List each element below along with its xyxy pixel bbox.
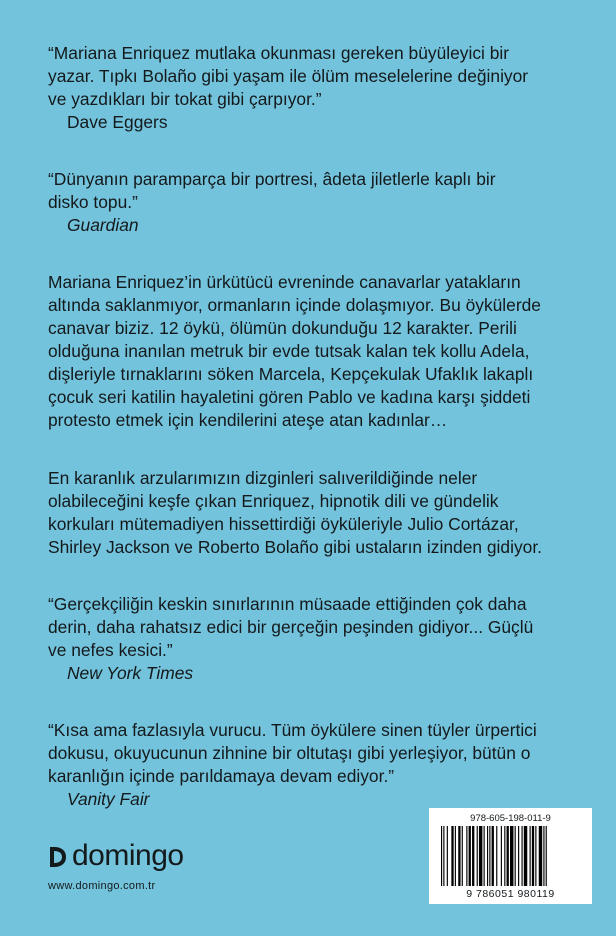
quote-line: disko topu.”	[48, 192, 138, 212]
barcode-bar	[539, 826, 542, 886]
barcode-bar	[515, 826, 516, 886]
barcode-bar	[504, 826, 505, 886]
quote-line: “Gerçekçiliğin keskin sınırlarının müsaade ettiğinden çok daha	[48, 594, 527, 614]
paragraph-line: Shirley Jackson ve Roberto Bolaño gibi ustaların izinden gidiyor.	[48, 537, 542, 557]
barcode-bar	[532, 826, 534, 886]
barcode-bar	[441, 826, 442, 886]
quote-attribution: Vanity Fair	[67, 789, 150, 809]
quote-guardian	[48, 168, 596, 237]
quote-line: derin, daha rahatsız edici bir gerçeğin peşinden gidiyor... Güçlü	[48, 617, 534, 637]
quote-attribution: Guardian	[67, 215, 139, 235]
isbn-label: 978-605-198-011-9	[470, 813, 551, 824]
barcode-bar	[451, 826, 453, 886]
barcode-bar	[492, 826, 494, 886]
quote-eggers	[48, 42, 596, 134]
cover-text	[48, 42, 596, 845]
publisher-logo	[48, 838, 208, 874]
paragraph-line: Mariana Enriquez’in ürkütücü evreninde canavarlar yatakların	[48, 272, 521, 292]
barcode-bar	[501, 826, 502, 886]
quote-line: “Dünyanın paramparça bir portresi, âdeta jiletlerle kaplı bir	[48, 169, 496, 189]
barcode-bar	[469, 826, 471, 886]
quote-attribution: New York Times	[67, 663, 194, 683]
barcode-bar	[524, 826, 527, 886]
publisher-block	[48, 838, 208, 898]
barcode-bar	[462, 826, 463, 886]
paragraph-line: olabileceğini keşfe çıkan Enriquez, hipnotik dili ve gündelik	[48, 491, 499, 511]
barcode-bar	[447, 826, 448, 886]
barcode-bar	[496, 826, 497, 886]
quote-line: yazar. Tıpkı Bolaño gibi yaşam ile ölüm meselelerine değiniyor	[48, 66, 529, 86]
paragraph-line: olduğuna inanılan metruk bir evde tutsak kalan tek kollu Adela,	[48, 341, 530, 361]
barcode-bar	[458, 826, 460, 886]
barcode-bar	[484, 826, 485, 886]
quote-attribution: Dave Eggers	[67, 112, 168, 132]
quote-vanity-fair	[48, 719, 596, 811]
barcode-bar	[522, 826, 523, 886]
domingo-logo-icon	[48, 845, 68, 869]
barcode-bar	[546, 826, 547, 886]
description-paragraph-2	[48, 467, 596, 559]
barcode-digits: 9 786051 980119	[466, 888, 555, 900]
barcode-bar	[477, 826, 478, 886]
paragraph-line: canavar biziz. 12 öykü, ölümün dokunduğu 12 karakter. Perili	[48, 318, 517, 338]
quote-line: ve yazdıkları bir tokat gibi çarpıyor.”	[48, 89, 322, 109]
barcode-bar	[518, 826, 519, 886]
quote-line: karanlığın içinde parıldamaya devam ediyor.”	[48, 766, 395, 786]
quote-nyt	[48, 593, 596, 685]
publisher-name: domingo	[72, 839, 184, 872]
publisher-url: www.domingo.com.tr	[48, 880, 156, 892]
barcode-bar	[510, 826, 513, 886]
barcode-bar	[472, 826, 474, 886]
barcode-bar	[479, 826, 482, 886]
description-paragraph-1	[48, 271, 596, 432]
barcode-bar	[443, 826, 444, 886]
paragraph-line: dişleriyle tırnaklarını söken Marcela, Kepçekulak Ufaklık lakaplı	[48, 364, 534, 384]
barcode-bar	[507, 826, 509, 886]
quote-line: dokusu, okuyucunun zihnine bir oltutaşı gibi yerleşiyor, bütün o	[48, 743, 531, 763]
quote-line: “Mariana Enriquez mutlaka okunması gereken büyüleyici bir	[48, 43, 510, 63]
paragraph-line: çocuk seri katilin hayaletini gören Pablo ve kadına karşı şiddeti	[48, 387, 531, 407]
barcode-bar	[543, 826, 544, 886]
barcode-bar	[535, 826, 536, 886]
quote-line: ve nefes kesici.”	[48, 640, 173, 660]
barcode-bar	[489, 826, 490, 886]
barcode-bars	[439, 826, 587, 886]
barcode	[429, 808, 592, 904]
quote-line: “Kısa ama fazlasıyla vurucu. Tüm öykülere sinen tüyler ürpertici	[48, 720, 537, 740]
barcode-bar	[487, 826, 488, 886]
barcode-bar	[466, 826, 467, 886]
paragraph-line: korkuları mütemadiyen hissettirdiği öyküleriyle Julio Cortázar,	[48, 514, 519, 534]
paragraph-line: protesto etmek için kendilerini ateşe atan kadınlar…	[48, 410, 448, 430]
barcode-bar	[455, 826, 456, 886]
barcode-bar	[530, 826, 531, 886]
paragraph-line: altında saklanmıyor, ormanların içinde dolaşmıyor. Bu öykülerde	[48, 295, 541, 315]
paragraph-line: En karanlık arzularımızın dizginleri salıverildiğinde neler	[48, 468, 478, 488]
